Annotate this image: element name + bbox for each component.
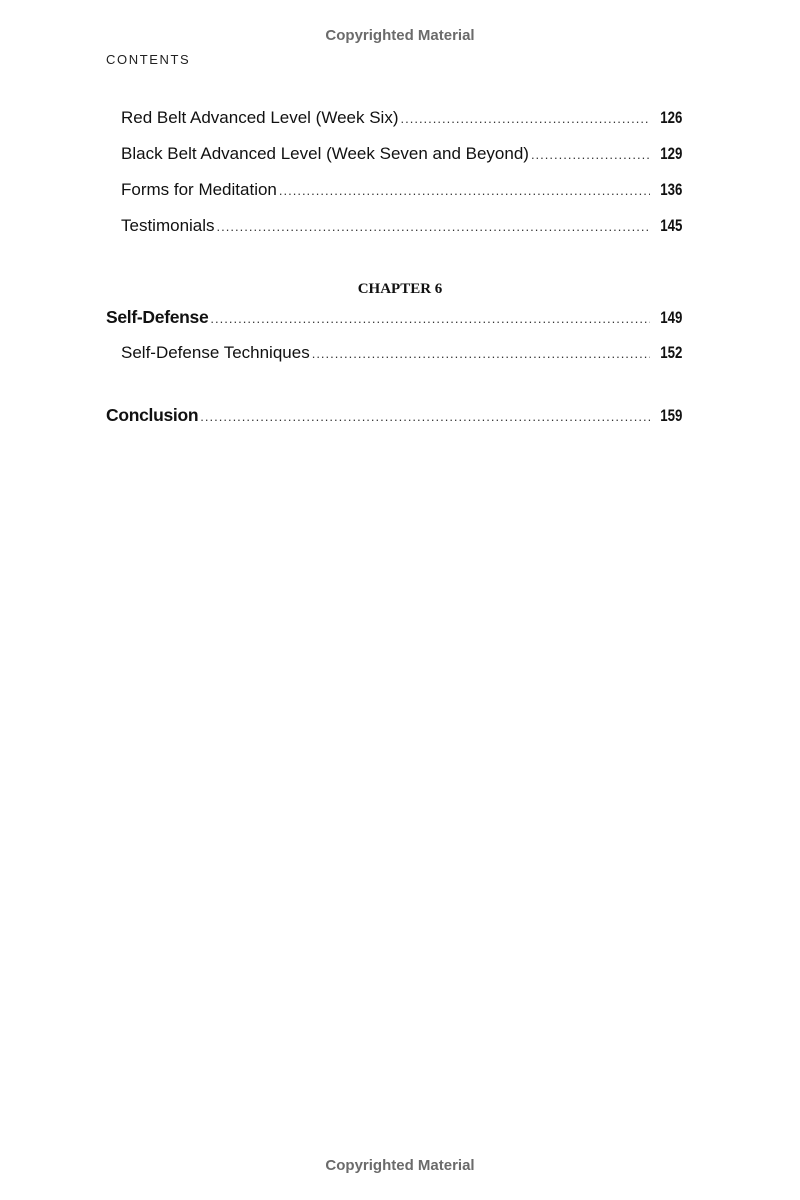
copyright-watermark-top: Copyrighted Material [325, 27, 475, 44]
toc-entry [121, 343, 682, 367]
toc-conclusion-title: Conclusion [106, 405, 199, 425]
toc-conclusion-entry [106, 405, 682, 429]
toc-entry-title: Self-Defense Techniques [121, 343, 310, 362]
toc-entry [121, 216, 682, 240]
toc-entry-title: Testimonials [121, 216, 215, 235]
toc-entry [121, 180, 682, 204]
dot-leader [200, 409, 649, 424]
toc-entry-page: 145 [659, 216, 682, 235]
toc-conclusion-page: 159 [659, 406, 682, 425]
dot-leader [210, 311, 649, 326]
toc-entry-title: Red Belt Advanced Level (Week Six) [121, 108, 399, 127]
running-head: CONTENTS [106, 52, 191, 67]
dot-leader [312, 346, 650, 361]
copyright-watermark-bottom: Copyrighted Material [325, 1157, 475, 1174]
toc-entry-page: 136 [659, 180, 682, 199]
dot-leader [401, 111, 650, 126]
toc-entry-title: Black Belt Advanced Level (Week Seven and Beyond) [121, 144, 529, 163]
toc-entry-page: 129 [659, 144, 682, 163]
toc-entry-title: Forms for Meditation [121, 180, 277, 199]
toc-entry [121, 144, 682, 168]
toc-chapter-page: 149 [659, 308, 682, 327]
dot-leader [531, 147, 650, 162]
chapter-label: CHAPTER 6 [357, 281, 443, 297]
dot-leader [279, 183, 650, 198]
toc-entry-page: 152 [659, 343, 682, 362]
toc-chapter-entry [106, 307, 682, 331]
dot-leader [217, 219, 650, 234]
toc-entry-page: 126 [659, 108, 682, 127]
toc-chapter-title: Self-Defense [106, 307, 209, 327]
toc-entry [121, 108, 682, 132]
